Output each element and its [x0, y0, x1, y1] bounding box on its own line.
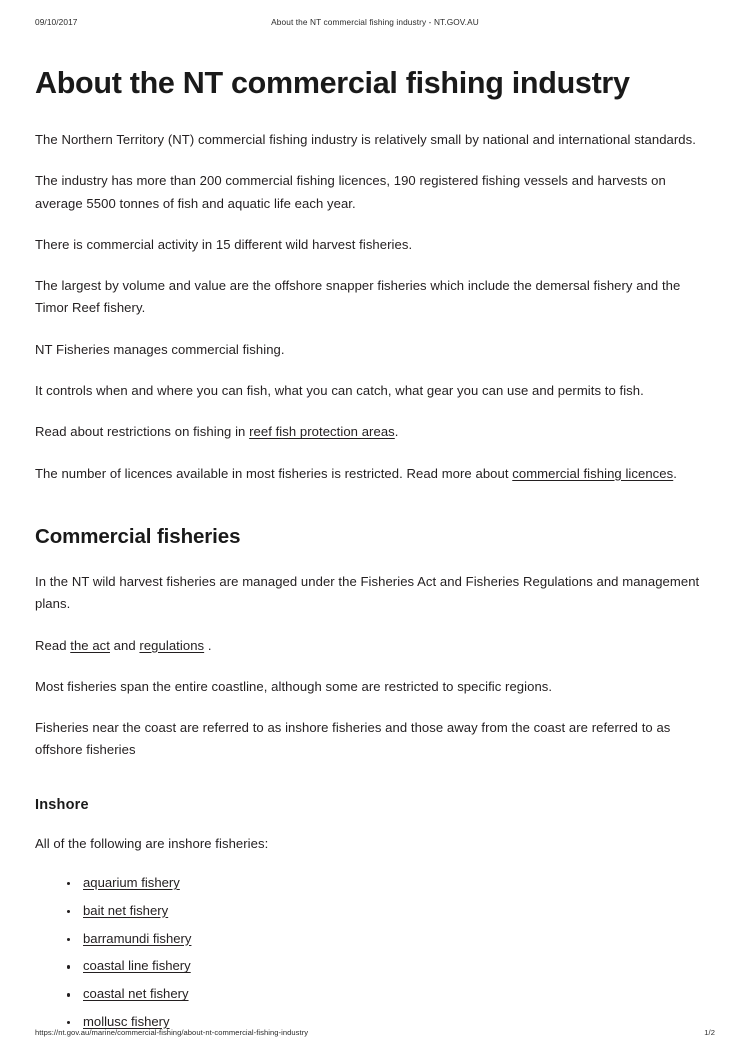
inshore-intro-paragraph: All of the following are inshore fisheries: [35, 835, 269, 851]
inshore-fishery-link-aquarium[interactable]: aquarium fishery [83, 875, 180, 891]
licences-paragraph [35, 463, 715, 485]
intro-paragraph-1: The Northern Territory (NT) commercial fishing industry is relatively small by national and international standards. [35, 132, 696, 147]
section-title-commercial-fisheries: Commercial fisheries [35, 524, 241, 548]
intro-paragraph-3: There is commercial activity in 15 different wild harvest fisheries. [35, 236, 413, 252]
list-item [83, 930, 715, 948]
page-title: About the NT commercial fishing industry [35, 66, 630, 100]
read-middle-text: and [109, 637, 140, 653]
licences-text-after: . [673, 465, 677, 481]
reef-fish-protection-areas-link[interactable]: reef fish protection areas [249, 424, 395, 440]
intro-paragraph-4: The largest by volume and value are the offshore snapper fisheries which include the demersal fishery and the Timor Reef fishery. [35, 278, 681, 316]
managed-paragraph: In the NT wild harvest fisheries are managed under the Fisheries Act and Fisheries Regulations and management plans. [35, 573, 700, 612]
intro-paragraph-6: It controls when and where you can fish, what you can catch, what gear you can use and permits to fish. [35, 383, 644, 399]
print-footer-url: https://nt.gov.au/marine/commercial-fishing/about-nt-commercial-fishing-industry [35, 1028, 309, 1037]
article-content [35, 65, 715, 1041]
print-date: 09/10/2017 [35, 17, 78, 27]
list-item [83, 957, 715, 975]
regulations-link[interactable]: regulations [139, 637, 205, 653]
inshore-fishery-link-coastal-net[interactable]: coastal net fishery [83, 986, 189, 1002]
inshore-fishery-link-coastal-line[interactable]: coastal line fishery [83, 958, 191, 974]
restrictions-text-after: . [394, 424, 399, 440]
read-lead-text: Read [35, 637, 71, 653]
the-act-link[interactable]: the act [70, 637, 110, 653]
intro-paragraph-2: The industry has more than 200 commercial fishing licences, 190 registered fishing vessels and harvests on average 5500 tonnes of fish and aquatic life each year. [35, 173, 666, 211]
subsection-title-inshore: Inshore [35, 796, 89, 813]
span-coastline-paragraph: Most fisheries span the entire coastline, although some are restricted to specific regions. [35, 678, 553, 694]
restrictions-text-before: Read about restrictions on fishing in [35, 424, 250, 440]
list-item [83, 985, 715, 1003]
inshore-fishery-list [35, 874, 715, 1031]
print-document-title: About the NT commercial fishing industry - NT.GOV.AU [271, 17, 479, 27]
inshore-fishery-link-bait-net[interactable]: bait net fishery [83, 902, 169, 918]
inshore-offshore-paragraph: Fisheries near the coast are referred to as inshore fisheries and those away from the coast are referred to as offshore fisheries [35, 720, 671, 758]
inshore-fishery-link-mollusc[interactable]: mollusc fishery [83, 1014, 170, 1030]
print-footer [0, 1028, 750, 1042]
intro-paragraph-5: NT Fisheries manages commercial fishing. [35, 341, 285, 357]
print-footer-page-number: 1/2 [704, 1028, 715, 1037]
inshore-fishery-link-barramundi[interactable]: barramundi fishery [83, 930, 192, 946]
read-act-regulations-paragraph [35, 635, 715, 657]
list-item [83, 874, 715, 892]
commercial-fishing-licences-link[interactable]: commercial fishing licences [512, 465, 674, 481]
list-item [83, 902, 715, 920]
read-trailing-text: . [204, 637, 212, 653]
licences-text-before: The number of licences available in most fisheries is restricted. Read more about [35, 465, 513, 481]
restrictions-paragraph [35, 421, 715, 443]
print-header [0, 17, 750, 31]
